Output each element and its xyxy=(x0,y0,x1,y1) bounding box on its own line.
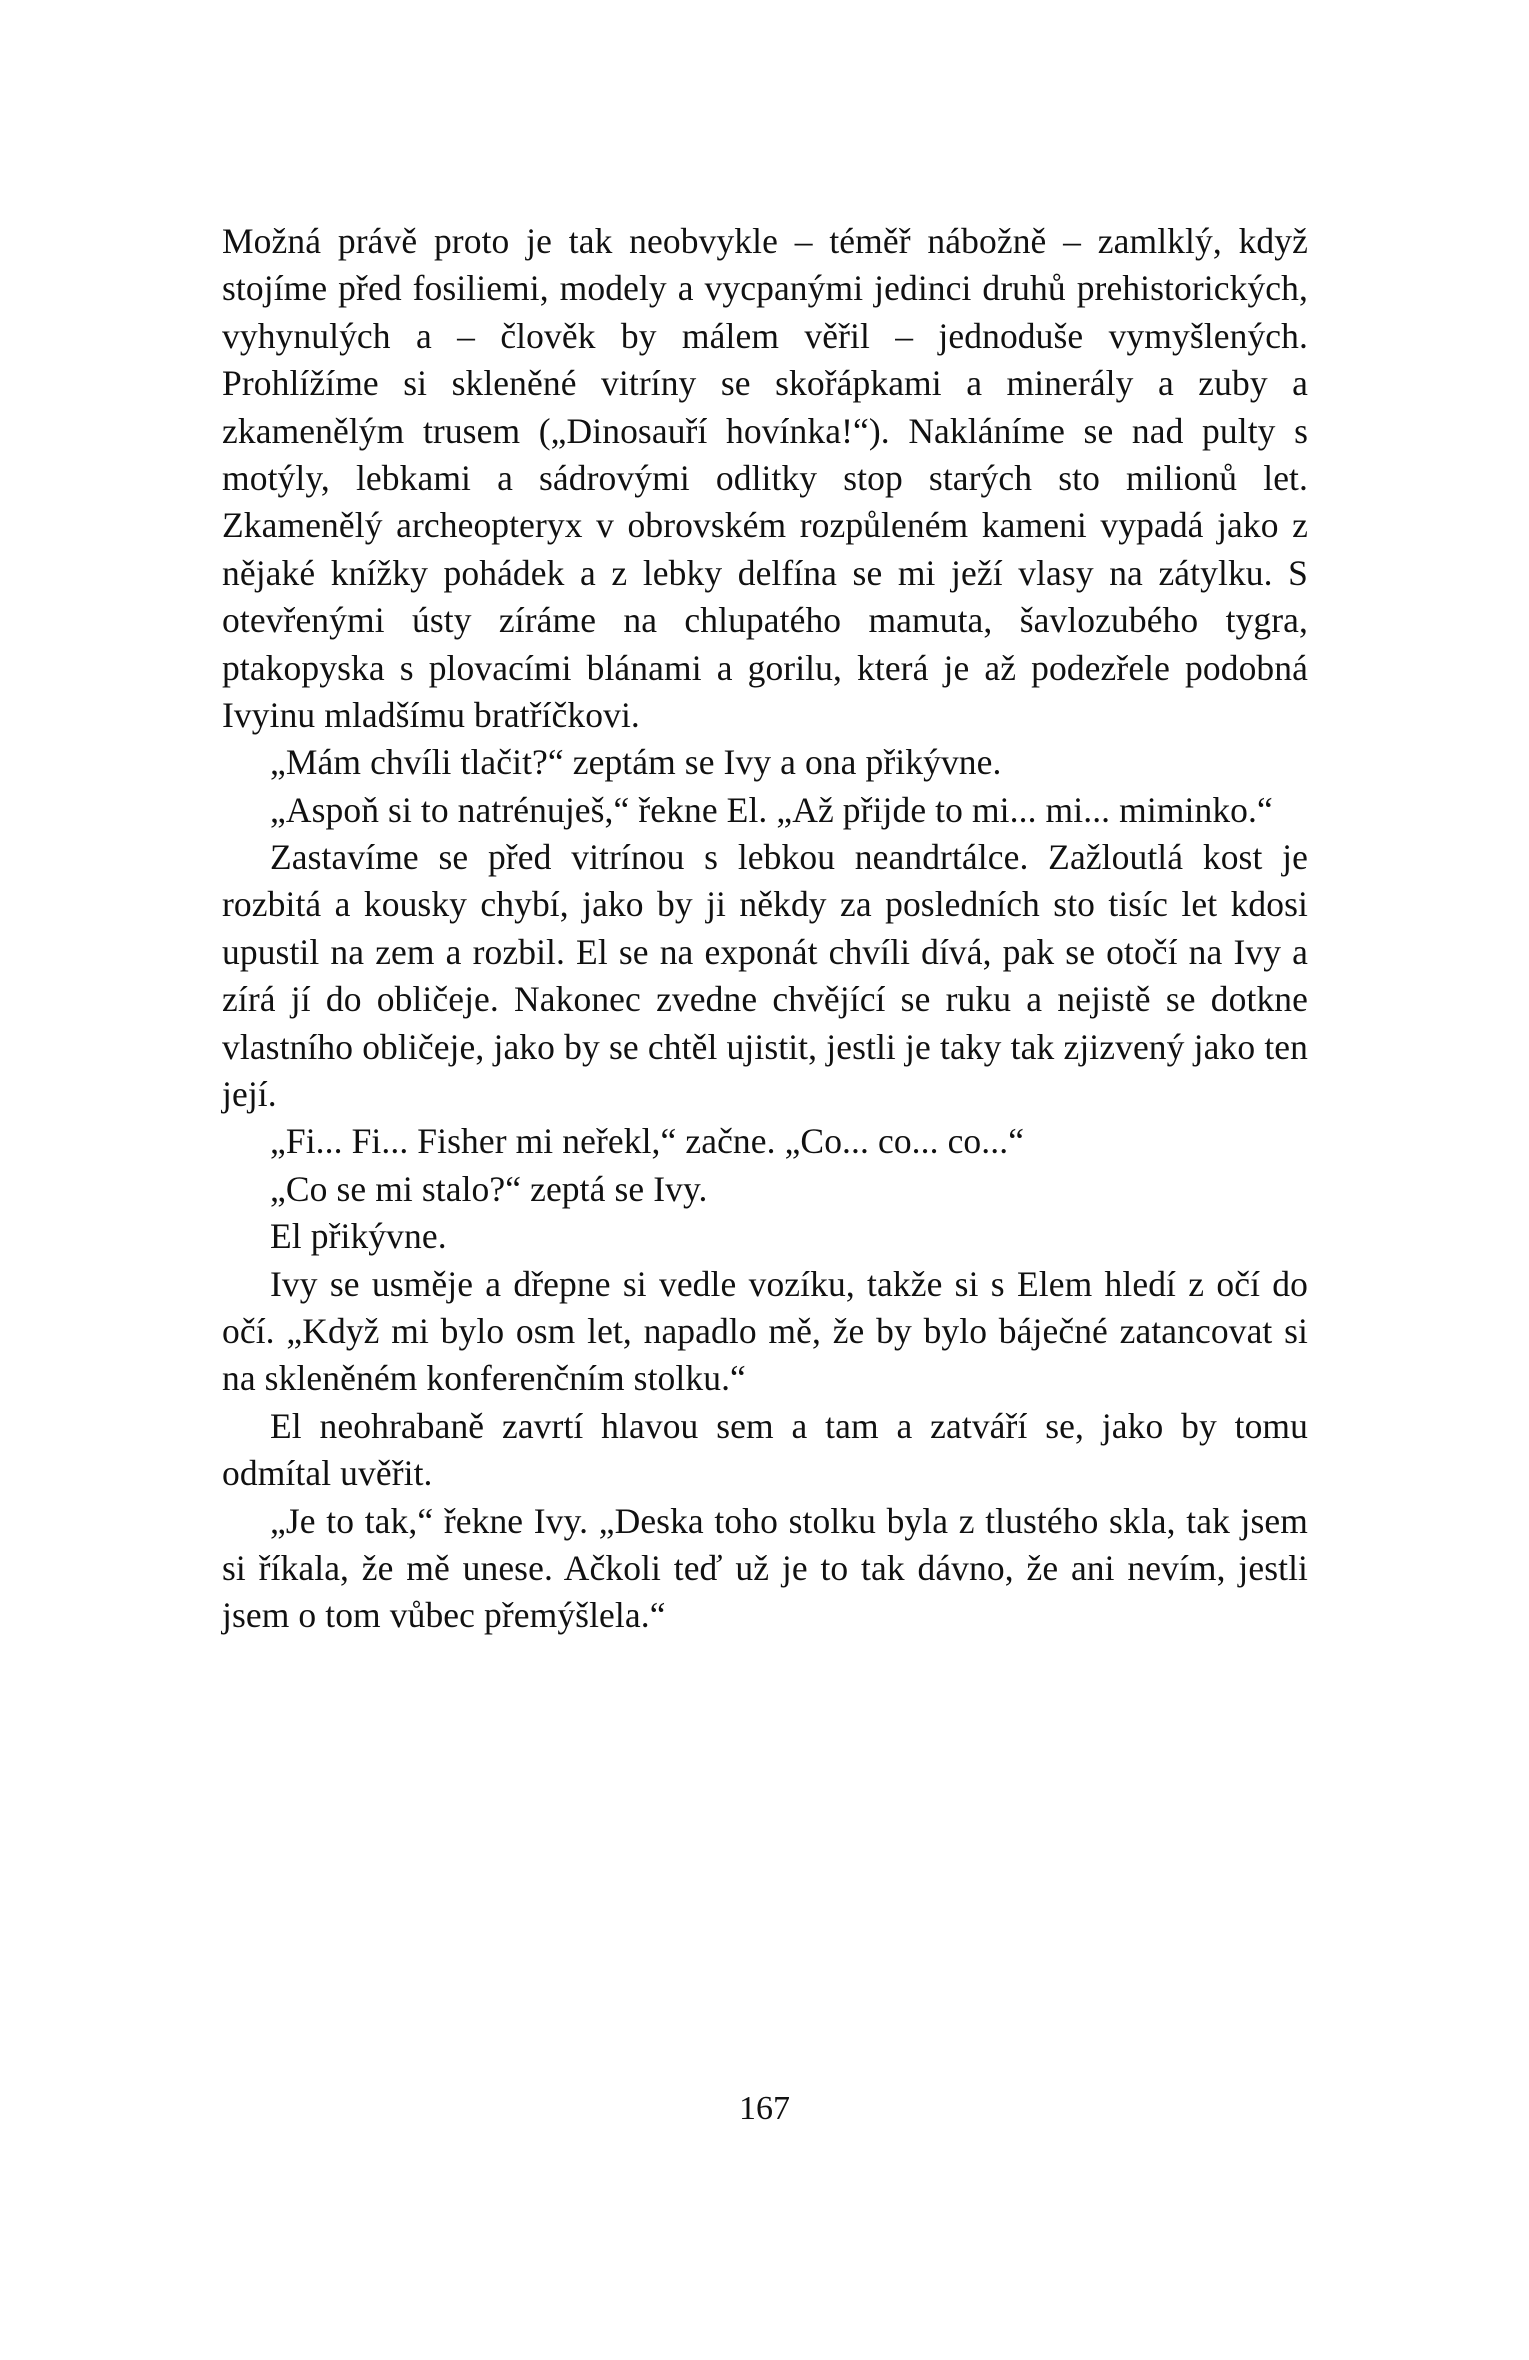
body-text xyxy=(222,218,1308,1640)
paragraph: „Co se mi stalo?“ zeptá se Ivy. xyxy=(270,1168,708,1209)
paragraph: El přikývne. xyxy=(270,1216,447,1257)
paragraph: Ivy se usměje a dřepne si vedle vozíku, takže si s Elem hledí z očí do očí. „Když mi bylo osm let, napadlo mě, že by bylo báječné zatancovat si na skleněném konferenčním stolku.“ xyxy=(222,1263,1308,1399)
paragraph: El neohrabaně zavrtí hlavou sem a tam a zatváří se, jako by tomu odmítal uvěřit. xyxy=(222,1405,1308,1494)
paragraph: „Fi... Fi... Fisher mi neřekl,“ začne. „Co... co... co...“ xyxy=(270,1121,1025,1162)
page-number: 167 xyxy=(739,2090,790,2127)
paragraph: Možná právě proto je tak neobvykle – téměř nábožně – zamlklý, když stojíme před fosiliemi, modely a vycpanými jedinci druhů prehistorických, vyhynulých a – člověk by málem věřil – jednoduše vymyšlených. Prohlížíme si skleněné vitríny se skořápkami a minerály a zuby a zkamenělým trusem („Dinosauří hovínka!“). Nakláníme se nad pulty s motýly, lebkami a sádrovými odlitky stop starých sto milionů let. Zkamenělý archeopteryx v obrovském rozpůleném kameni vypadá jako z nějaké knížky pohádek a z lebky delfína se mi ježí vlasy na zátylku. S otevřenými ústy zíráme na chlupatého mamuta, šavlozubého tygra, ptakopyska s plovacími blánami a gorilu, která je až podezřele podobná Ivyinu mladšímu bratříčkovi. xyxy=(222,221,1308,735)
paragraph: „Je to tak,“ řekne Ivy. „Deska toho stolku byla z tlustého skla, tak jsem si říkala, že mě unese. Ačkoli teď už je to tak dávno, že ani nevím, jestli jsem o tom vůbec přemýšlela.“ xyxy=(222,1500,1308,1636)
paragraph: Zastavíme se před vitrínou s lebkou neandrtálce. Zažloutlá kost je rozbitá a kousky chybí, jako by ji někdy za posledních sto tisíc let kdosi upustil na zem a rozbil. El se na exponát chvíli dívá, pak se otočí na Ivy a zírá jí do obličeje. Nakonec zvedne chvějící se ruku a nejistě se dotkne vlastního obličeje, jako by se chtěl ujistit, jestli je taky tak zjizvený jako ten její. xyxy=(222,837,1308,1115)
paragraph: „Aspoň si to natrénuješ,“ řekne El. „Až přijde to mi... mi... miminko.“ xyxy=(270,789,1273,830)
paragraph: „Mám chvíli tlačit?“ zeptám se Ivy a ona přikývne. xyxy=(270,742,1002,783)
